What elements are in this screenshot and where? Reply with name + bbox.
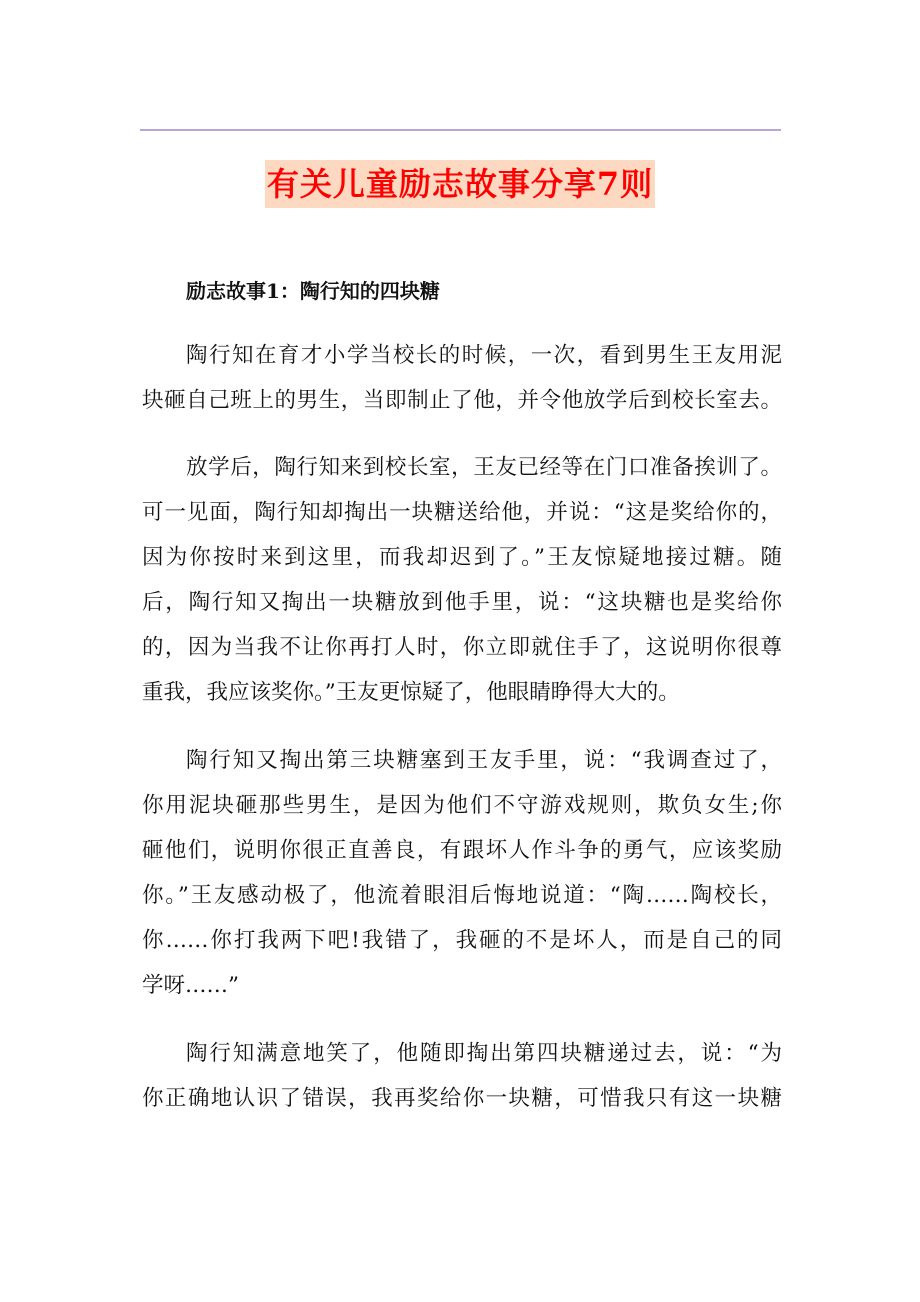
paragraph-line: 陶行知又掏出第三块糖塞到王友手里，说：“我调查过了， xyxy=(186,748,782,773)
paragraph-line: 陶行知满意地笑了，他随即掏出第四块糖递过去，说：“为 xyxy=(186,1041,782,1066)
paragraph-line: 块砸自己班上的男生，当即制止了他，并令他放学后到校长室去。 xyxy=(142,388,782,413)
paragraph-line: 砸他们，说明你很正直善良，有跟坏人作斗争的勇气，应该奖励 xyxy=(142,838,782,863)
story-heading: 励志故事1：陶行知的四块糖 xyxy=(186,279,440,303)
paragraph-line: 可一见面，陶行知却掏出一块糖送给他，并说：“这是奖给你的， xyxy=(142,500,782,525)
document-title: 有关儿童励志故事分享7则 xyxy=(265,160,655,208)
paragraph-line: 因为你按时来到这里，而我却迟到了。”王友惊疑地接过糖。随 xyxy=(142,545,782,570)
paragraph-line: 后，陶行知又掏出一块糖放到他手里，说：“这块糖也是奖给你 xyxy=(142,590,782,615)
header-divider xyxy=(140,129,781,131)
paragraph-line: 放学后，陶行知来到校长室，王友已经等在门口准备挨训了。 xyxy=(186,455,782,480)
paragraph-line: 你……你打我两下吧!我错了，我砸的不是坏人，而是自己的同 xyxy=(142,928,782,953)
paragraph-line: 学呀……” xyxy=(142,973,239,998)
paragraph-line: 你正确地认识了错误，我再奖给你一块糖，可惜我只有这一块糖 xyxy=(142,1086,782,1111)
paragraph-line: 你用泥块砸那些男生，是因为他们不守游戏规则，欺负女生;你 xyxy=(142,793,782,818)
paragraph-line: 陶行知在育才小学当校长的时候，一次，看到男生王友用泥 xyxy=(186,343,782,368)
paragraph-line: 你。”王友感动极了，他流着眼泪后悔地说道：“陶……陶校长， xyxy=(142,883,782,908)
paragraph-line: 的，因为当我不让你再打人时，你立即就住手了，这说明你很尊 xyxy=(142,635,782,660)
paragraph-line: 重我，我应该奖你。”王友更惊疑了，他眼睛睁得大大的。 xyxy=(142,680,680,705)
document-title-container xyxy=(0,160,920,208)
